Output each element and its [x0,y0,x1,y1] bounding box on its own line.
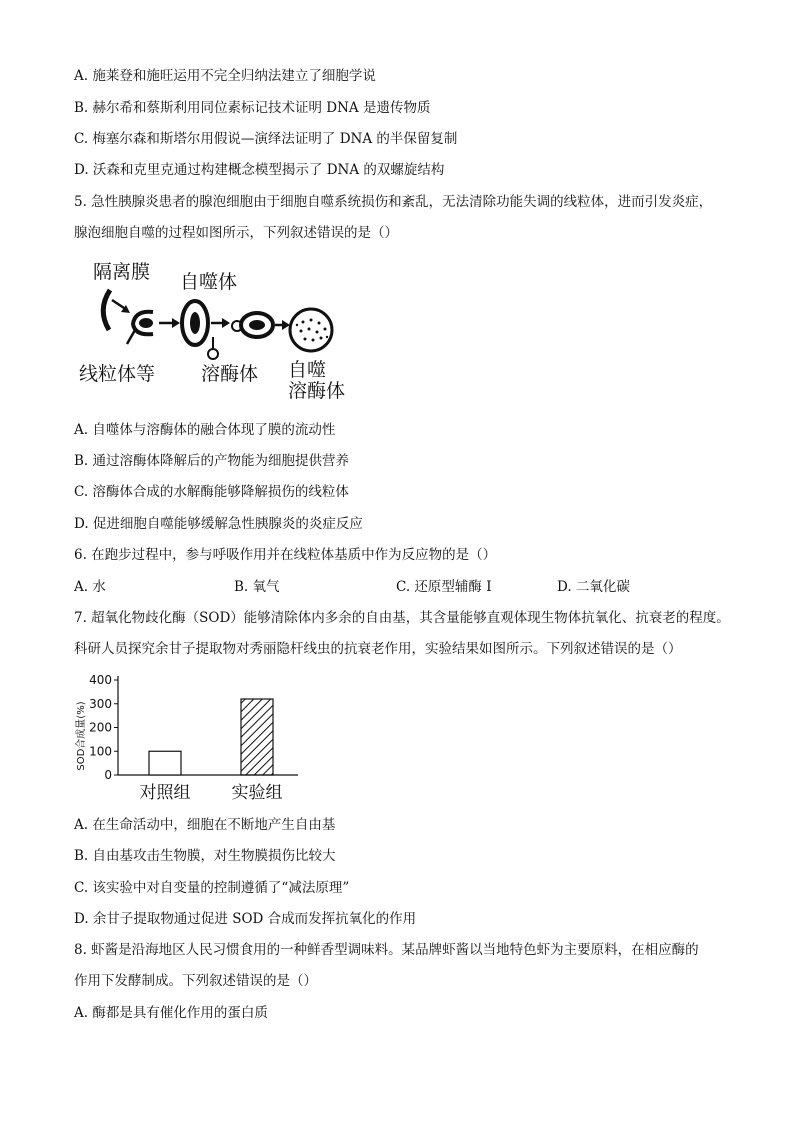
bar-0 [149,751,181,775]
sod-bar-chart [72,668,312,808]
q6-stem: 6. 在跑步过程中，参与呼吸作用并在线粒体基质中作为反应物的是（） [74,547,497,563]
bar-1 [241,699,273,775]
q5-stem-line2: 腺泡细胞自噬的过程如图所示，下列叙述错误的是（） [74,225,398,241]
q5-stem-line1: 5. 急性胰腺炎患者的腺泡细胞由于细胞自噬系统损伤和紊乱，无法清除功能失调的线粒体，进而引发炎症， [74,194,713,210]
q5-option-b: B. 通过溶酶体降解后的产物能为细胞提供营养 [74,453,350,469]
lysosome-shape [208,349,218,359]
y-tick-label: 0 [104,768,112,782]
q4-option-a: A. 施莱登和施旺运用不完全归纳法建立了细胞学说 [74,68,376,84]
label-autolysosome-1: 自噬 [288,359,327,381]
q8-option-a: A. 酶都是具有催化作用的蛋白质 [74,1005,268,1021]
q4-option-b: B. 赫尔希和蔡斯利用同位素标记技术证明 DNA 是遗传物质 [74,100,431,116]
y-tick-label: 100 [89,744,112,759]
y-tick-label: 300 [89,696,112,711]
label-isolation-membrane: 隔离膜 [93,261,151,283]
q8-stem-line1: 8. 虾酱是沿海地区人民习惯食用的一种鲜香型调味料。某品牌虾酱以当地特色虾为主要原料，在相应酶的 [74,942,699,958]
q7-option-b: B. 自由基攻击生物膜，对生物膜损伤比较大 [74,848,336,864]
label-autophagosome: 自噬体 [180,271,238,293]
mitochondrion-shape [139,318,153,328]
q6-option-d: D. 二氧化碳 [557,579,630,595]
q6-option-c: C. 还原型辅酶 I [396,579,492,595]
q7-stem-line1: 7. 超氧化物歧化酶（SOD）能够清除体内多余的自由基，其含量能够直观体现生物体抗氧化、抗衰老的程度。 [74,610,730,626]
y-axis-label: SOD合成量(%) [76,701,87,771]
q4-option-c: C. 梅塞尔森和斯塔尔用假说—演绎法证明了 DNA 的半保留复制 [74,131,458,147]
q8-stem-line2: 作用下发酵制成。下列叙述错误的是（） [74,973,317,989]
y-tick-label: 400 [89,673,112,687]
isolation-membrane-shape [103,290,110,330]
y-tick-label: 200 [89,720,112,735]
q7-option-c: C. 该实验中对自变量的控制遵循了“减法原理” [74,880,350,896]
q5-option-c: C. 溶酶体合成的水解酶能够降解损伤的线粒体 [74,484,349,500]
x-category-label: 实验组 [231,783,283,803]
q4-option-d: D. 沃森和克里克通过构建概念模型揭示了 DNA 的双螺旋结构 [74,162,445,178]
q5-option-a: A. 自噬体与溶酶体的融合体现了膜的流动性 [74,422,336,438]
label-lysosome: 溶酶体 [201,363,259,385]
label-mitochondria: 线粒体等 [79,363,156,385]
q7-option-a: A. 在生命活动中，细胞在不断地产生自由基 [74,817,336,833]
label-autolysosome-2: 溶酶体 [288,380,345,402]
autophagy-diagram [75,252,345,402]
q6-option-b: B. 氧气 [234,579,280,595]
arrow-from-mito [127,330,135,344]
q5-option-d: D. 促进细胞自噬能够缓解急性胰腺炎的炎症反应 [74,516,363,532]
q7-stem-line2: 科研人员探究余甘子提取物对秀丽隐杆线虫的抗衰老作用，实验结果如图所示。下列叙述错误的是（） [74,641,682,657]
q6-option-a: A. 水 [74,579,106,595]
x-category-label: 对照组 [139,783,191,803]
q7-option-d: D. 余甘子提取物通过促进 SOD 合成而发挥抗氧化的作用 [74,911,417,927]
